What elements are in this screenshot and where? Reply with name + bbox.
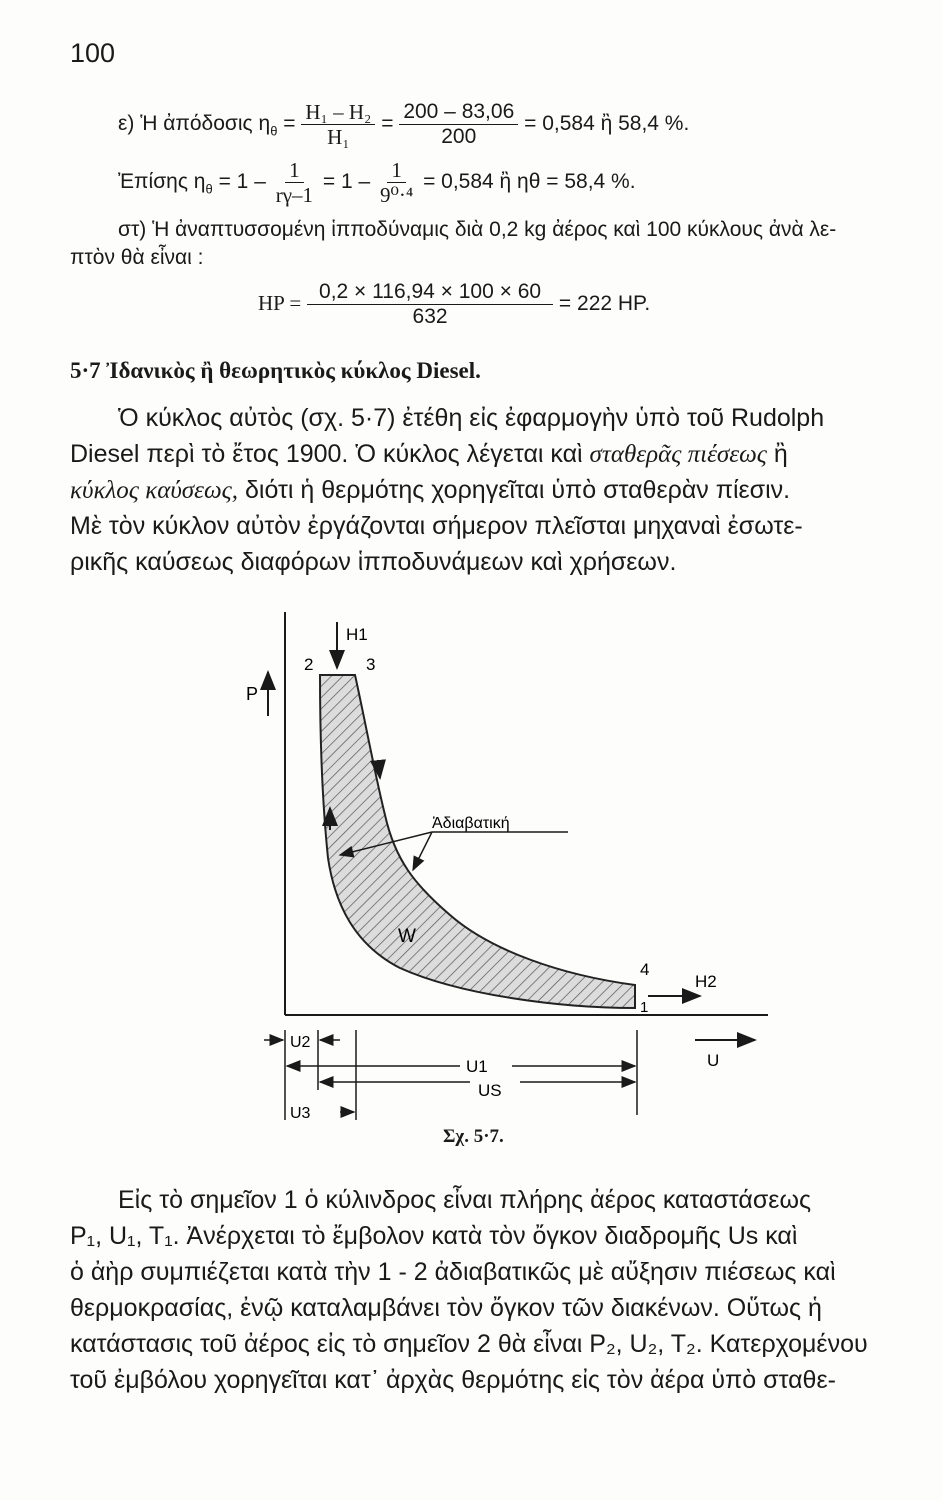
eq-episis-frac2-den: 9⁰·⁴	[379, 183, 414, 208]
point-3-label: 3	[366, 655, 376, 674]
eq-hp-num: 0,2 × 116,94 × 100 × 60	[307, 280, 553, 305]
para1-line-1: Ὁ κύκλος αὐτὸς (σχ. 5·7) ἐτέθη εἰς ἐφαρμογὴν ὑπὸ τοῦ Rudolph	[118, 404, 825, 432]
st-line-1: στ) Ἡ ἀναπτυσσομένη ἱπποδύναμις διὰ 0,2 kg ἀέρος καὶ 100 κύκλους ἀνὰ λε-	[118, 218, 837, 241]
eq-eps-frac2-num: 200 – 83,06	[399, 100, 518, 125]
us-label: US	[478, 1081, 502, 1100]
eq-episis-one: = 1 –	[218, 170, 266, 194]
eq-hp-lhs: HP =	[258, 291, 302, 316]
para1-line-5: ρικῆς καύσεως διαφόρων ἱπποδυνάμεων καὶ χρήσεων.	[70, 548, 677, 576]
eq-episis-frac1-den: rγ–1	[275, 183, 313, 208]
eq-hp-result: = 222 HP.	[558, 292, 651, 316]
eq-eps-frac1	[301, 100, 375, 149]
st-line-2: πτὸν θὰ εἶναι :	[70, 246, 204, 269]
p-axis-label: P	[246, 684, 259, 704]
para2-line-2: P₁, U₁, T₁. Ἀνέρχεται τὸ ἔμβολον κατὰ τὸν ὄγκον διαδρομῆς Us καὶ	[70, 1222, 798, 1250]
u1-label: U1	[466, 1057, 488, 1076]
u3-label: U3	[290, 1105, 311, 1122]
para2-line-1: Εἰς τὸ σημεῖον 1 ὁ κύλινδρος εἶναι πλήρης ἀέρος καταστάσεως	[118, 1186, 812, 1214]
figure-caption: Σχ. 5·7.	[443, 1126, 504, 1147]
para2-line-5: κατάστασις τοῦ ἀέρος εἰς τὸ σημεῖον 2 θὰ εἶναι P₂, U₂, T₂. Κατερχομένου	[70, 1330, 868, 1358]
para2-line-6: τοῦ ἐμβόλου χορηγεῖται κατ᾽ ἀρχὰς θερμότης εἰς τὸν ἀέρα ὑπὸ σταθε-	[70, 1366, 836, 1394]
equation-episis	[118, 158, 636, 207]
adiabatic-label: Ἀδιαβατική	[432, 815, 510, 832]
work-label: W	[398, 926, 416, 947]
eq-episis-frac1-num: 1	[285, 158, 304, 183]
eq-episis-frac2	[376, 158, 417, 207]
u-axis-label: U	[707, 1051, 720, 1070]
eq-eps-frac2-den: 200	[441, 125, 477, 149]
eq-eps-frac2	[399, 100, 518, 149]
diesel-cycle-diagram	[0, 600, 942, 1140]
eq-episis-frac1	[272, 158, 317, 207]
para1-line-3-b: διότι ἡ θερμότης χορηγεῖται ὑπὸ σταθερὰν πίεσιν.	[238, 476, 791, 504]
eq-episis-sub: θ	[205, 181, 213, 197]
para2-line-3: ὁ ἀὴρ συμπιέζεται κατὰ τὴν 1 - 2 ἀδιαβατικῶς μὲ αὔξησιν πιέσεως καὶ	[70, 1258, 836, 1286]
eq-eps-frac1-num: H₁ – H₂	[301, 100, 375, 125]
para1-line-2-b: ἢ	[766, 440, 788, 468]
expansion-arrow	[378, 760, 380, 778]
para1-line-2-a: Diesel περὶ τὸ ἔτος 1900. Ὁ κύκλος λέγεται καὶ	[70, 440, 590, 468]
eq-hp-frac	[307, 280, 553, 329]
eq-episis-prefix: Ἐπίσης η	[118, 170, 206, 194]
equation-hp	[258, 280, 650, 329]
cycle-work-area	[320, 675, 635, 1008]
eq-eps-prefix: ε) Ἡ ἀπόδοσις η	[118, 112, 271, 136]
section-heading: 5·7 Ἰδανικὸς ἢ θεωρητικὸς κύκλος Diesel.	[70, 358, 481, 383]
eq-eps-sub: θ	[270, 123, 278, 139]
para1-line-2	[70, 436, 788, 473]
point-2-label: 2	[304, 655, 314, 674]
para1-line-4: Μὲ τὸν κύκλον αὐτὸν ἐργάζονται σήμερον πλεῖσται μηχαναὶ ἐσωτε-	[70, 512, 803, 540]
h2-label: H2	[695, 972, 717, 991]
point-1-label: 1	[640, 999, 649, 1016]
eq-episis-result: = 0,584 ἢ ηθ = 58,4 %.	[423, 170, 636, 194]
eq-hp-den: 632	[412, 305, 448, 329]
para1-line-2-em: σταθερᾶς πιέσεως	[589, 441, 767, 468]
equation-efficiency: ε) Ἡ ἀπόδοσις $\eta_\theta$ = $\frac{\text{H₁ – H₂}}{\text{H₁}}$ = $\frac{200 - 83,06}{200}$ = 0,584 ἢ 58,4 %.	[118, 100, 690, 150]
para1-line-3-em: κύκλος καύσεως,	[70, 477, 239, 504]
eq-episis-mid: = 1 –	[322, 170, 371, 194]
eq-episis-frac2-num: 1	[387, 158, 406, 183]
para2-line-4: θερμοκρασίας, ἐνῷ καταλαμβάνει τὸν ὄγκον τῶν διακένων. Οὕτως ἡ	[70, 1294, 822, 1322]
page-number: 100	[70, 38, 116, 68]
h1-label: H1	[346, 625, 368, 644]
adiabatic-leader-2	[413, 832, 432, 870]
point-4-label: 4	[640, 960, 650, 979]
eq-eps-frac1-den: H₁	[327, 125, 350, 150]
u2-label: U2	[290, 1034, 311, 1051]
para1-line-3	[70, 472, 790, 509]
eq-eps-result: = 0,584 ἢ 58,4 %.	[524, 112, 690, 136]
